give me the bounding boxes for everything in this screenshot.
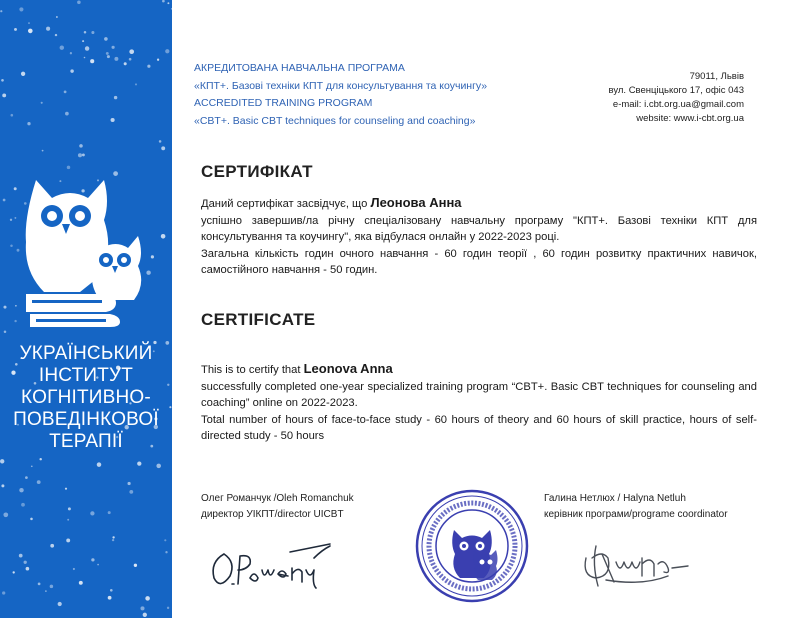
completion-text-ua: успішно завершив/ла річну спеціалізовану навчальну програму "КПТ+. Базові техніки КПТ для консультування та коучингу", яка відбулася онлайн у 2022-2023 році. bbox=[201, 214, 757, 243]
decorative-dot bbox=[24, 561, 27, 564]
decorative-dot bbox=[21, 72, 25, 76]
decorative-dot bbox=[167, 2, 169, 4]
program-header-line: АКРЕДИТОВАНА НАВЧАЛЬНА ПРОГРАМА bbox=[194, 62, 405, 74]
owl-logo-icon bbox=[22, 172, 150, 327]
decorative-dot bbox=[106, 52, 109, 55]
decorative-dot bbox=[19, 554, 23, 558]
decorative-dot bbox=[108, 511, 111, 514]
decorative-dot bbox=[82, 153, 85, 156]
decorative-dot bbox=[91, 558, 94, 561]
decorative-dot bbox=[70, 69, 73, 72]
decorative-dot bbox=[140, 606, 144, 610]
decorative-dot bbox=[65, 112, 69, 116]
decorative-dot bbox=[165, 551, 167, 553]
program-header-line: «CBT+. Basic CBT techniques for counseling and coaching» bbox=[194, 114, 476, 127]
decorative-dot bbox=[167, 607, 169, 609]
decorative-dot bbox=[67, 519, 69, 521]
decorative-dot bbox=[97, 564, 99, 566]
decorative-dot bbox=[41, 102, 43, 104]
decorative-dot bbox=[165, 49, 169, 53]
decorative-dot bbox=[30, 518, 33, 521]
official-stamp-icon bbox=[414, 488, 530, 604]
decorative-dot bbox=[14, 320, 16, 322]
decorative-dot bbox=[50, 544, 54, 548]
decorative-dot bbox=[17, 249, 20, 252]
decorative-dot bbox=[135, 83, 137, 85]
coordinator-name: Галина Нетлюх / Halyna Netluh bbox=[544, 493, 686, 504]
contact-email: e-mail: i.cbt.org.ua@gmail.com bbox=[612, 99, 744, 110]
certificate-title-ua: СЕРТИФІКАТ bbox=[201, 162, 313, 181]
hours-text-en: Total number of hours of face-to-face study - 60 hours of theory and 60 hours of skill practice, hours of self-directed study - 50 hours bbox=[201, 413, 757, 442]
institute-name-line: ПОВЕДІНКОВОЇ bbox=[13, 409, 159, 430]
decorative-dot bbox=[3, 199, 6, 202]
decorative-dot bbox=[21, 503, 25, 507]
decorative-dot bbox=[68, 507, 71, 510]
decorative-dot bbox=[129, 49, 134, 54]
decorative-dot bbox=[39, 458, 41, 460]
decorative-dot bbox=[151, 255, 154, 258]
decorative-dot bbox=[129, 58, 132, 61]
decorative-dot bbox=[114, 96, 117, 99]
decorative-dot bbox=[73, 568, 75, 570]
decorative-dot bbox=[82, 40, 84, 42]
decorative-dot bbox=[78, 153, 82, 157]
intro-line-ua bbox=[201, 195, 757, 213]
decorative-dot bbox=[1, 484, 4, 487]
decorative-dot bbox=[2, 93, 6, 97]
decorative-dot bbox=[0, 459, 4, 463]
decorative-dot bbox=[1, 79, 4, 82]
decorative-dot bbox=[137, 461, 141, 465]
institute-name bbox=[0, 343, 172, 453]
decorative-dot bbox=[50, 585, 54, 589]
decorative-dot bbox=[107, 55, 110, 58]
decorative-dot bbox=[90, 511, 94, 515]
decorative-dot bbox=[14, 187, 17, 190]
decorative-dot bbox=[26, 567, 30, 571]
decorative-dot bbox=[79, 581, 83, 585]
decorative-dot bbox=[129, 490, 133, 494]
decorative-dot bbox=[157, 59, 159, 61]
director-name: Олег Романчук /Oleh Romanchuk bbox=[201, 493, 354, 504]
certificate-body-en bbox=[201, 361, 757, 445]
program-header bbox=[194, 60, 487, 130]
decorative-dot bbox=[171, 8, 172, 10]
decorative-dot bbox=[58, 602, 62, 606]
decorative-dot bbox=[161, 234, 166, 239]
sidebar bbox=[0, 0, 172, 618]
decorative-dot bbox=[112, 536, 114, 538]
address-street: вул. Свенціцького 17, офіс 043 bbox=[608, 85, 744, 96]
coordinator-signature-icon bbox=[572, 528, 712, 598]
institute-name-line: ІНСТИТУТ bbox=[38, 365, 134, 386]
decorative-dot bbox=[70, 52, 72, 54]
recipient-name-en: Leonova Anna bbox=[303, 361, 393, 376]
decorative-dot bbox=[90, 59, 94, 63]
decorative-dot bbox=[77, 1, 81, 5]
decorative-dot bbox=[28, 29, 33, 34]
decorative-dot bbox=[42, 150, 44, 152]
recipient-name-ua: Леонова Анна bbox=[370, 195, 462, 210]
decorative-dot bbox=[84, 57, 86, 59]
certificate-title-en: CERTIFICATE bbox=[201, 310, 316, 329]
contact-info bbox=[609, 70, 745, 126]
decorative-dot bbox=[55, 34, 57, 36]
decorative-dot bbox=[14, 217, 16, 219]
decorative-dot bbox=[31, 465, 33, 467]
institute-name-line: ТЕРАПІЇ bbox=[49, 431, 123, 452]
decorative-dot bbox=[145, 596, 150, 601]
decorative-dot bbox=[3, 306, 6, 309]
program-header-line: ACCREDITED TRAINING PROGRAM bbox=[194, 97, 373, 109]
decorative-dot bbox=[134, 564, 137, 567]
decorative-dot bbox=[84, 31, 87, 34]
decorative-dot bbox=[65, 488, 67, 490]
decorative-dot bbox=[19, 488, 23, 492]
decorative-dot bbox=[85, 46, 89, 50]
coordinator-title: керівник програми/programe coordinator bbox=[544, 509, 728, 520]
decorative-dot bbox=[124, 62, 127, 65]
address-city: 79011, Львів bbox=[689, 71, 744, 82]
decorative-dot bbox=[91, 31, 94, 34]
intro-line-en bbox=[201, 361, 757, 379]
decorative-dot bbox=[66, 538, 70, 542]
contact-website: website: www.i-cbt.org.ua bbox=[636, 113, 744, 124]
decorative-dot bbox=[114, 57, 118, 61]
institute-name-line: УКРАЇНСЬКИЙ bbox=[19, 343, 153, 364]
hours-text-ua: Загальна кількість годин очного навчання - 60 годин теорії , 60 годин розвитку практичних навичок, самостійного навчання - 50 годин. bbox=[201, 247, 757, 276]
decorative-dot bbox=[56, 16, 58, 18]
decorative-dot bbox=[143, 613, 147, 617]
decorative-dot bbox=[37, 480, 41, 484]
completion-text-en: successfully completed one-year specialized training program “CBT+. Basic CBT techniques for counseling and coaching” online on 2022-2023. bbox=[201, 380, 757, 409]
decorative-dot bbox=[46, 27, 50, 31]
certificate-body-ua bbox=[201, 195, 757, 279]
decorative-dot bbox=[110, 589, 113, 592]
decorative-dot bbox=[147, 65, 150, 68]
decorative-dot bbox=[11, 114, 14, 117]
decorative-dot bbox=[97, 462, 102, 467]
decorative-dot bbox=[60, 45, 64, 49]
decorative-dot bbox=[25, 476, 28, 479]
decorative-dot bbox=[79, 144, 83, 148]
decorative-dot bbox=[161, 146, 165, 150]
decorative-dot bbox=[2, 591, 5, 594]
director-signature-block bbox=[201, 491, 354, 523]
decorative-dot bbox=[3, 512, 8, 517]
decorative-dot bbox=[19, 7, 23, 11]
director-signature-icon bbox=[206, 540, 336, 596]
decorative-dot bbox=[27, 122, 30, 125]
coordinator-signature-block bbox=[544, 491, 728, 523]
decorative-dot bbox=[45, 590, 47, 592]
decorative-dot bbox=[108, 596, 112, 600]
decorative-dot bbox=[104, 37, 108, 41]
decorative-dot bbox=[28, 22, 30, 24]
decorative-dot bbox=[64, 91, 67, 94]
decorative-dot bbox=[156, 464, 161, 469]
director-title: директор УІКПТ/director UICBT bbox=[201, 509, 344, 520]
decorative-dot bbox=[0, 10, 2, 12]
decorative-dot bbox=[112, 46, 115, 49]
decorative-dot bbox=[13, 571, 15, 573]
decorative-dot bbox=[159, 140, 162, 143]
intro-text: Даний сертифікат засвідчує, що bbox=[201, 198, 371, 210]
decorative-dot bbox=[10, 219, 12, 221]
decorative-dot bbox=[164, 539, 166, 541]
program-header-line: «КПТ+. Базові техніки КПТ для консультування та коучингу» bbox=[194, 79, 488, 92]
decorative-dot bbox=[15, 305, 17, 307]
decorative-dot bbox=[14, 28, 17, 31]
decorative-dot bbox=[162, 0, 165, 2]
decorative-dot bbox=[128, 482, 131, 485]
decorative-dot bbox=[38, 583, 41, 586]
decorative-dot bbox=[4, 331, 7, 334]
decorative-dot bbox=[10, 244, 13, 247]
decorative-dot bbox=[112, 539, 114, 541]
decorative-dot bbox=[67, 166, 71, 170]
intro-text: This is to certify that bbox=[201, 364, 304, 376]
institute-name-line: КОГНІТИВНО- bbox=[21, 387, 151, 408]
decorative-dot bbox=[111, 118, 115, 122]
